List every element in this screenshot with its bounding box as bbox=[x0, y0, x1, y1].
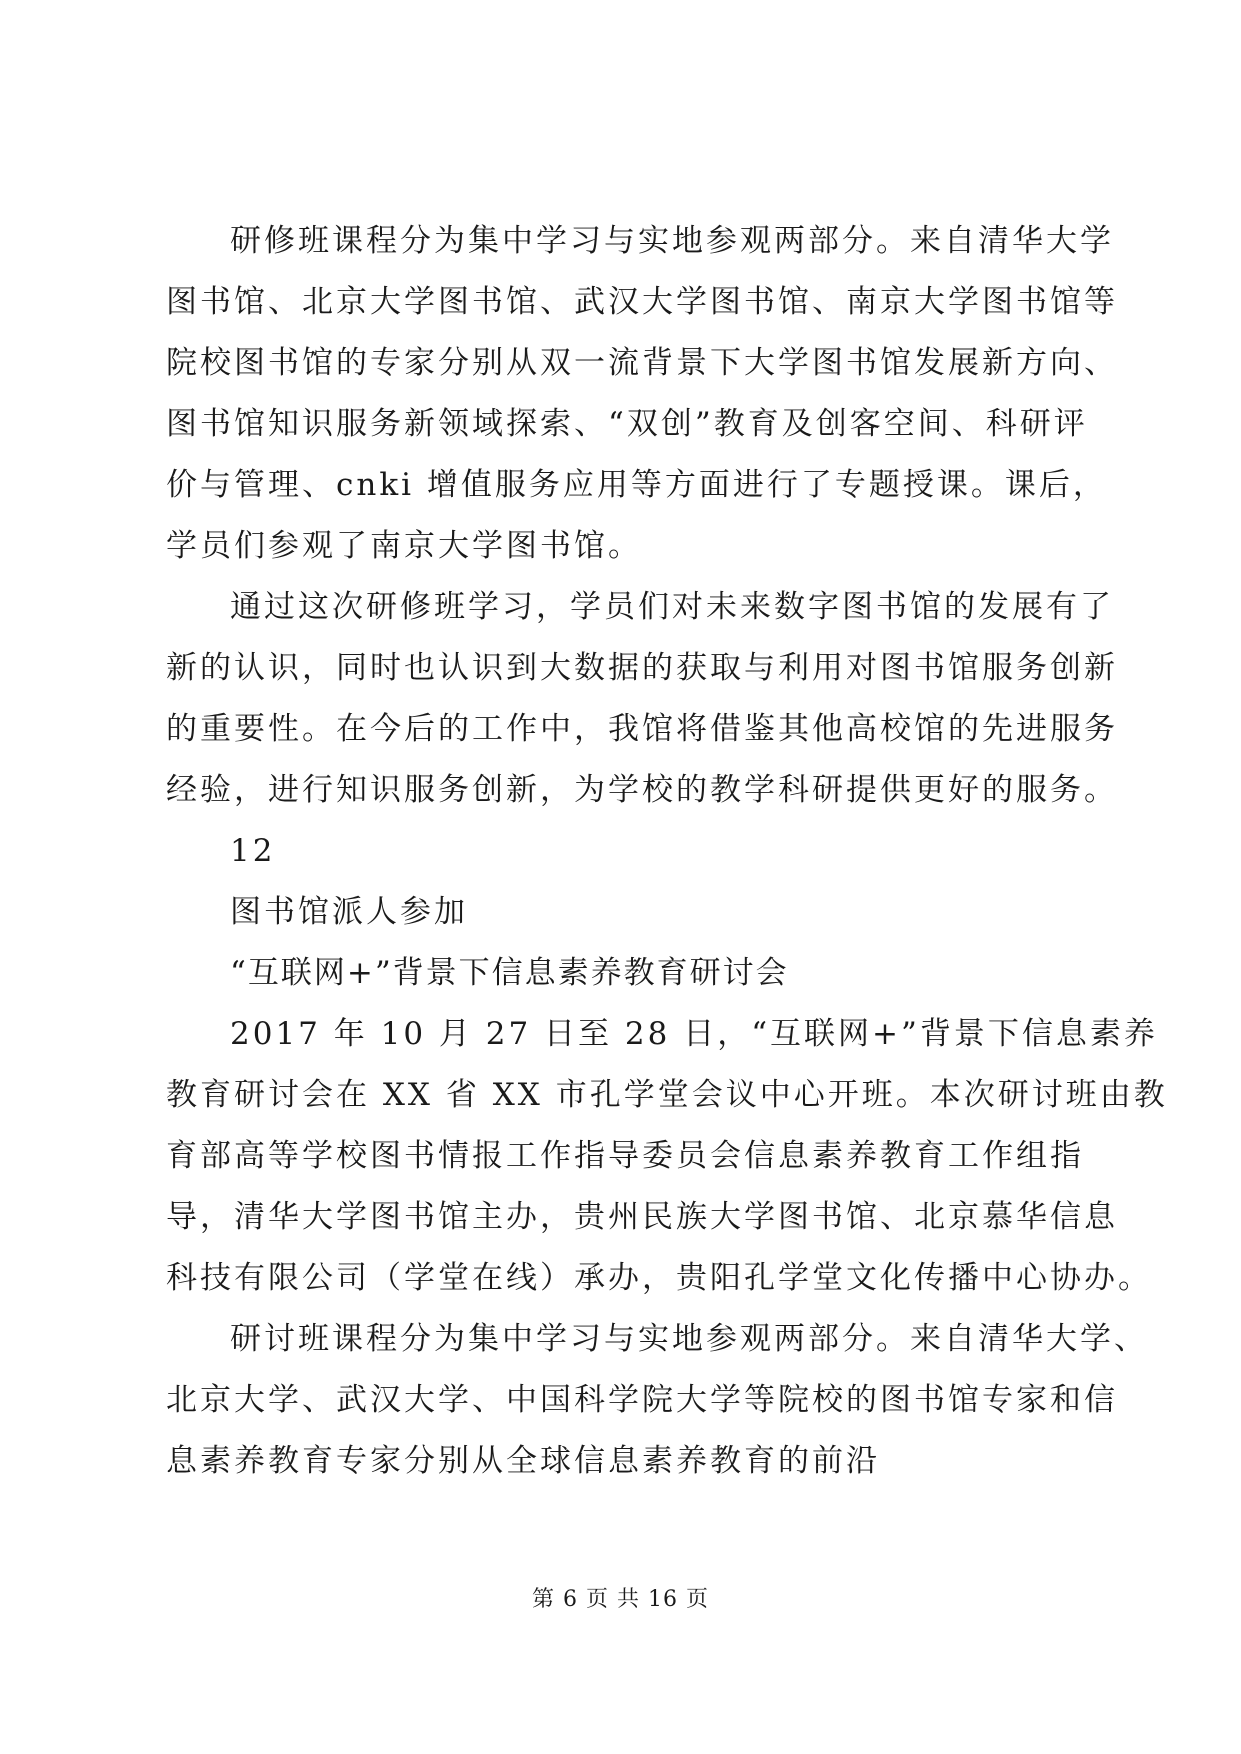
paragraph-1-line-4: 图书馆知识服务新领域探索、“双创”教育及创客空间、科研评 bbox=[166, 406, 1088, 442]
paragraph-1-line-6: 学员们参观了南京大学图书馆。 bbox=[166, 528, 642, 564]
paragraph-2-line-4: 经验，进行知识服务创新，为学校的教学科研提供更好的服务。 bbox=[166, 772, 1118, 808]
paragraph-4-line-2: 北京大学、武汉大学、中国科学院大学等院校的图书馆专家和信 bbox=[166, 1382, 1118, 1418]
paragraph-3-line-4: 导，清华大学图书馆主办，贵州民族大学图书馆、北京慕华信息 bbox=[166, 1199, 1118, 1235]
paragraph-3-line-5: 科技有限公司（学堂在线）承办，贵阳孔学堂文化传播中心协办。 bbox=[166, 1260, 1152, 1296]
section-heading-2: “互联网+”背景下信息素养教育研讨会 bbox=[230, 955, 789, 991]
paragraph-3-line-3: 育部高等学校图书情报工作指导委员会信息素养教育工作组指 bbox=[166, 1138, 1084, 1174]
paragraph-1-line-3: 院校图书馆的专家分别从双一流背景下大学图书馆发展新方向、 bbox=[166, 345, 1118, 381]
paragraph-2-line-1: 通过这次研修班学习，学员们对未来数字图书馆的发展有了 bbox=[230, 589, 1114, 625]
paragraph-4-line-1: 研讨班课程分为集中学习与实地参观两部分。来自清华大学、 bbox=[230, 1321, 1148, 1357]
paragraph-1-line-2: 图书馆、北京大学图书馆、武汉大学图书馆、南京大学图书馆等 bbox=[166, 284, 1118, 320]
section-number: 12 bbox=[230, 833, 276, 869]
paragraph-3-line-1: 2017 年 10 月 27 日至 28 日，“互联网+”背景下信息素养 bbox=[230, 1016, 1158, 1052]
paragraph-2-line-2: 新的认识，同时也认识到大数据的获取与利用对图书馆服务创新 bbox=[166, 650, 1118, 686]
paragraph-3-line-2: 教育研讨会在 XX 省 XX 市孔学堂会议中心开班。本次研讨班由教 bbox=[166, 1077, 1168, 1113]
paragraph-2-line-3: 的重要性。在今后的工作中，我馆将借鉴其他高校馆的先进服务 bbox=[166, 711, 1118, 747]
section-heading-1: 图书馆派人参加 bbox=[230, 894, 468, 930]
paragraph-4-line-3: 息素养教育专家分别从全球信息素养教育的前沿 bbox=[166, 1443, 880, 1479]
paragraph-1-line-1: 研修班课程分为集中学习与实地参观两部分。来自清华大学 bbox=[230, 223, 1114, 259]
paragraph-1-line-5: 价与管理、cnki 增值服务应用等方面进行了专题授课。课后， bbox=[166, 467, 1107, 503]
page-footer: 第 6 页 共 16 页 bbox=[532, 1587, 709, 1612]
